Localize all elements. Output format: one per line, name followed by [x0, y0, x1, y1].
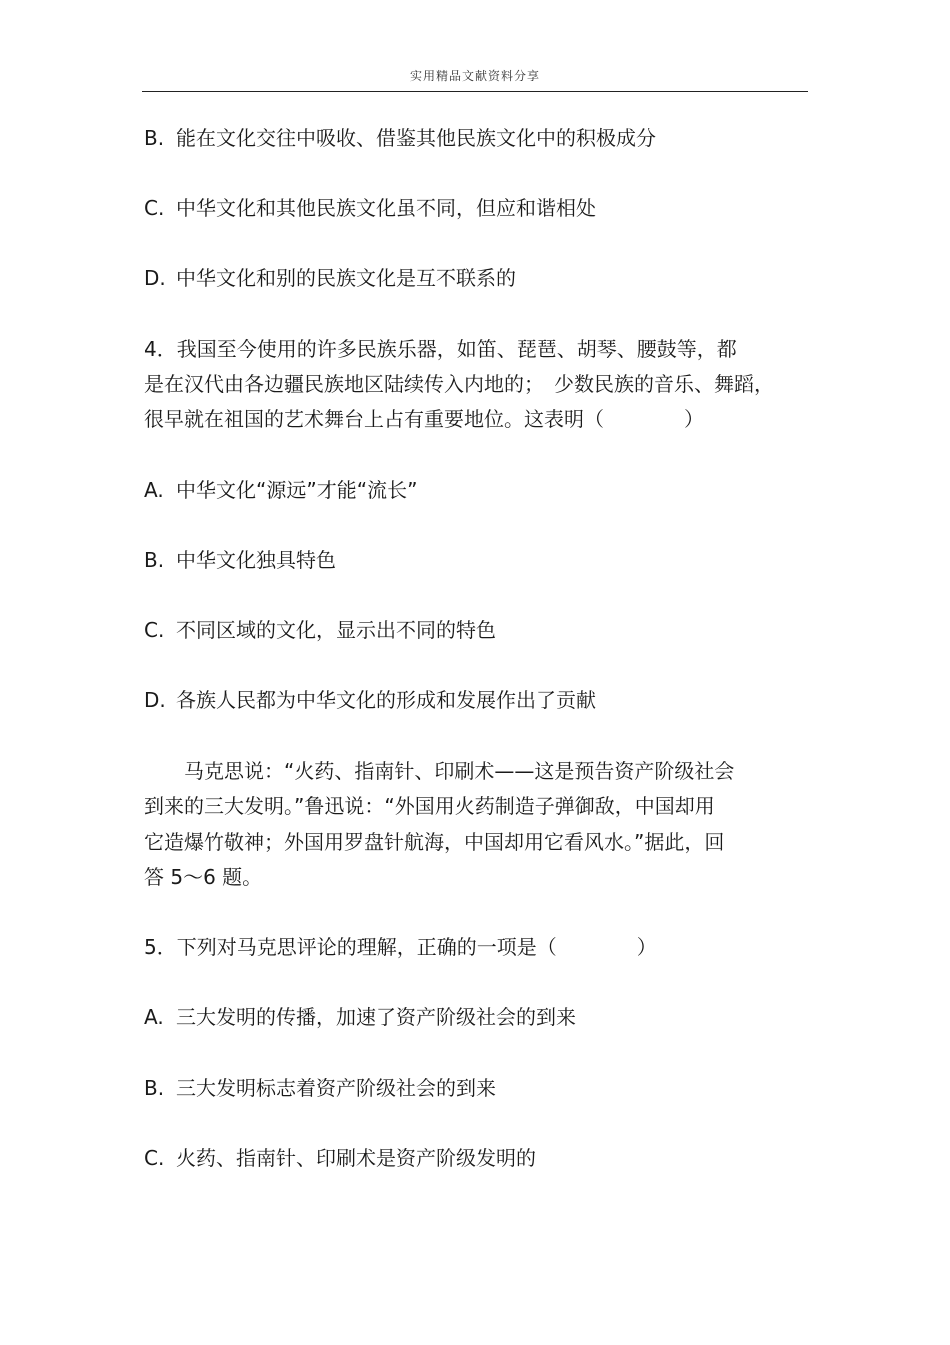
passage-line-3: 它造爆竹敬神；外国用罗盘针航海，中国却用它看风水。”据此，回 — [144, 830, 725, 854]
q5-option-c — [144, 1145, 536, 1171]
q3-option-c — [144, 195, 596, 221]
option-letter: D. — [144, 688, 166, 712]
passage-line-2: 到来的三大发明。”鲁迅说：“外国用火药制造子弹御敌，中国却用 — [144, 794, 715, 818]
option-text: 中华文化和别的民族文化是互不联系的 — [176, 266, 516, 290]
q3-option-d — [144, 265, 516, 291]
q5-option-b — [144, 1075, 496, 1101]
header-divider — [142, 91, 808, 92]
option-letter: B. — [144, 126, 165, 150]
q4-option-d — [144, 687, 596, 713]
option-text: 三大发明的传播，加速了资产阶级社会的到来 — [176, 1005, 576, 1029]
option-letter: D. — [144, 266, 166, 290]
q4-stem-line-1: 4．我国至今使用的许多民族乐器，如笛、琵琶、胡琴、腰鼓等，都 — [144, 337, 737, 361]
q5-stem: 5．下列对马克思评论的理解，正确的一项是（ ） — [144, 935, 657, 959]
option-text: 不同区域的文化，显示出不同的特色 — [176, 618, 496, 642]
option-text: 中华文化和其他民族文化虽不同，但应和谐相处 — [176, 196, 596, 220]
option-text: 各族人民都为中华文化的形成和发展作出了贡献 — [176, 688, 596, 712]
q4-stem-line-2: 是在汉代由各边疆民族地区陆续传入内地的； 少数民族的音乐、舞蹈， — [144, 372, 774, 396]
q3-option-b — [144, 125, 656, 151]
option-text: 中华文化独具特色 — [176, 548, 336, 572]
passage-line-4: 答 5～6 题。 — [144, 865, 263, 889]
option-letter: A. — [144, 1005, 164, 1029]
q4-option-c — [144, 617, 496, 643]
option-letter: B. — [144, 1076, 165, 1100]
page-header-title: 实用精品文献资料分享 — [409, 69, 540, 83]
passage-line-1: 马克思说：“火药、指南针、印刷术——这是预告资产阶级社会 — [144, 759, 735, 783]
option-text: 中华文化“源远”才能“流长” — [176, 478, 418, 502]
q4-option-a — [144, 477, 417, 503]
option-text: 能在文化交往中吸收、借鉴其他民族文化中的积极成分 — [176, 126, 656, 150]
option-letter: C. — [144, 196, 165, 220]
option-letter: B. — [144, 548, 165, 572]
option-letter: A. — [144, 478, 164, 502]
option-letter: C. — [144, 1146, 165, 1170]
q5-option-a — [144, 1004, 576, 1030]
option-letter: C. — [144, 618, 165, 642]
q4-stem-line-3: 很早就在祖国的艺术舞台上占有重要地位。这表明（ ） — [144, 407, 704, 431]
option-text: 三大发明标志着资产阶级社会的到来 — [176, 1076, 496, 1100]
q4-option-b — [144, 547, 336, 573]
option-text: 火药、指南针、印刷术是资产阶级发明的 — [176, 1146, 536, 1170]
